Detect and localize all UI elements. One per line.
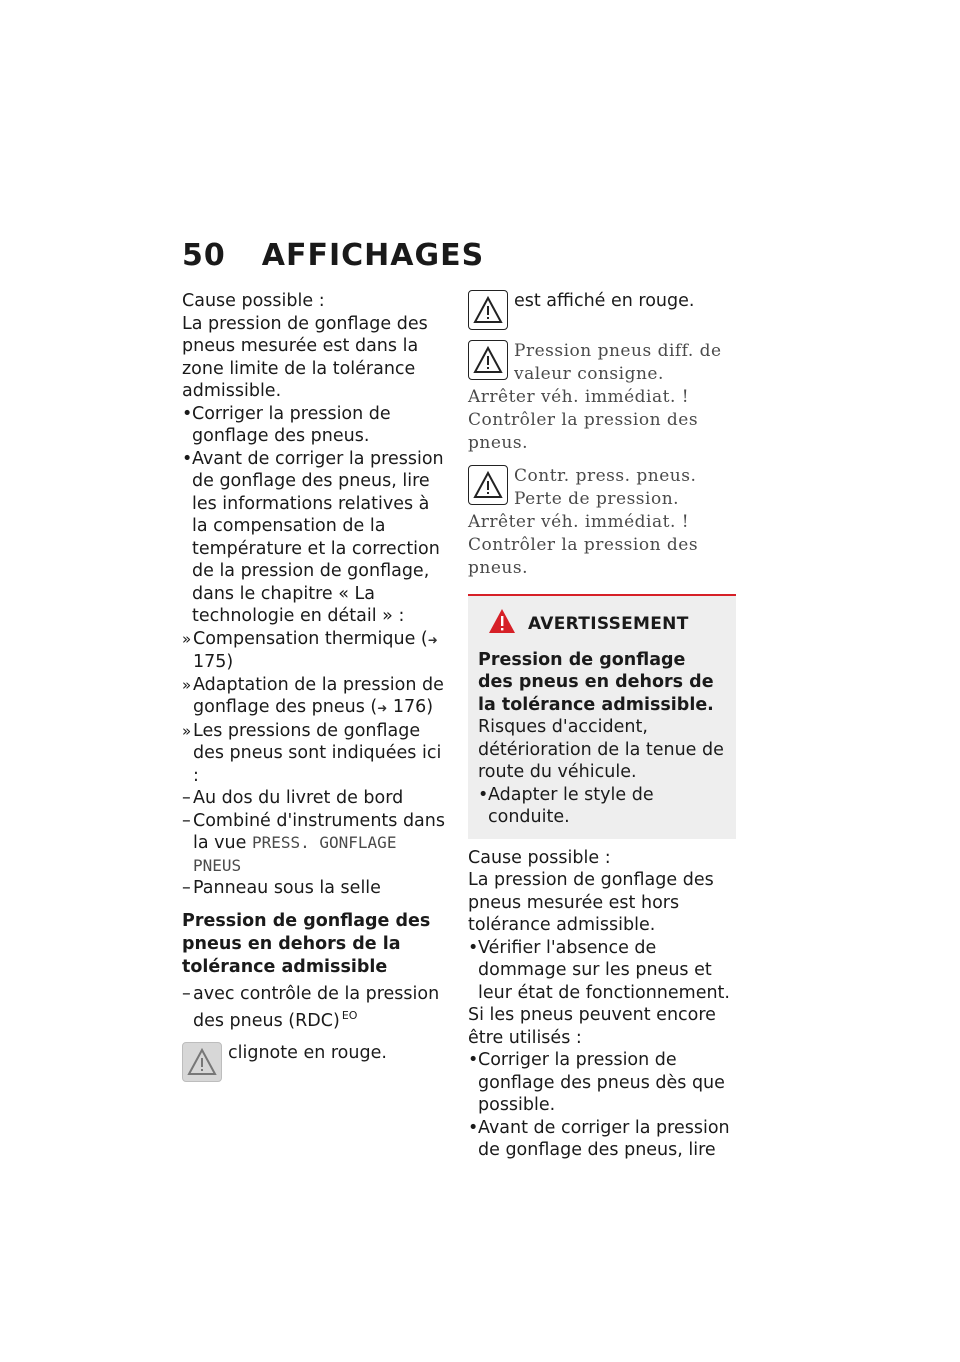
arrow-right-icon: ➜ xyxy=(377,701,388,715)
display-code: PRESS. GONFLAGE PNEUS xyxy=(193,833,397,875)
warning-triangle-icon xyxy=(468,290,508,330)
message-block xyxy=(468,465,736,580)
bullet-item: • Corriger la pression de gonflage des pneus dès que possible. xyxy=(468,1049,736,1117)
cause-text: La pression de gonflage des pneus mesurée est dans la zone limite de la tolérance admissible. xyxy=(182,313,428,401)
cause-label: Cause possible : xyxy=(182,291,325,311)
warning-text: Risques d'accident, détérioration de la tenue de route du véhicule. xyxy=(478,717,724,782)
chapter-title: AFFICHAGES xyxy=(261,238,485,273)
warning-title: AVERTISSEMENT xyxy=(528,614,689,634)
message-block xyxy=(468,340,736,455)
blink-text: clignote en rouge. xyxy=(228,1043,387,1064)
warning-bullet: • Adapter le style de conduite. xyxy=(478,784,726,829)
dash-item xyxy=(182,983,450,1033)
bullet-item: • Corriger la pression de gonflage des pneus. xyxy=(182,403,450,448)
warning-triangle-icon xyxy=(468,340,508,380)
warning-box xyxy=(468,594,736,839)
rdc-text: avec contrôle de la pression des pneus (RDC) xyxy=(193,983,440,1031)
reference-page: 176 xyxy=(392,697,427,717)
page-number: 50 xyxy=(182,238,226,273)
dash-item-text: Combiné d'instruments dans la vue xyxy=(193,810,445,853)
usable-text: Si les pneus peuvent encore être utilisés : xyxy=(468,1005,716,1048)
dash-item: – Au dos du livret de bord xyxy=(182,787,450,810)
rdc-sup: EO xyxy=(341,1009,358,1022)
reference-link[interactable]: » Compensation thermique (➜ 175) xyxy=(182,628,450,674)
reference-link[interactable]: » Adaptation de la pression de gonflage des pneus (➜ 176) xyxy=(182,674,450,720)
reference-page: 175 xyxy=(193,652,227,672)
cause-text: La pression de gonflage des pneus mesurée est hors tolérance admissible. xyxy=(468,870,714,935)
bullet-item: • Vérifier l'absence de dommage sur les pneus et leur état de fonctionnement. xyxy=(468,937,736,1005)
red-text: est affiché en rouge. xyxy=(514,291,695,311)
reference-text: Compensation thermique xyxy=(193,628,416,649)
warning-triangle-icon xyxy=(182,1042,222,1082)
warning-header xyxy=(488,608,726,641)
dash-item xyxy=(182,810,450,878)
display-message: Pression pneus diff. de valeur consigne. Arrêter véh. immédiat. ! Contrôler la pression des pneus. xyxy=(468,341,722,453)
display-message: Contr. press. pneus. Perte de pression. Arrêter véh. immédiat. ! Contrôler la pression des pneus. xyxy=(468,466,699,578)
bullet-item: • Avant de corriger la pression de gonflage des pneus, lire les informations relatives à la compensation de la température et la correction de la pression de gonflage, dans le chapitre « La technologie en détail » : xyxy=(182,448,450,628)
dash-item: – Panneau sous la selle xyxy=(182,877,450,900)
section-heading: Pression de gonflage des pneus en dehors de la tolérance admissible xyxy=(182,910,431,977)
reference-tail: » Les pressions de gonflage des pneus sont indiquées ici : xyxy=(182,720,450,788)
arrow-right-icon: ➜ xyxy=(427,632,438,647)
reference-text: Adaptation de la pression de gonflage des pneus xyxy=(193,674,444,717)
cause-label: Cause possible : xyxy=(468,847,611,868)
right-column xyxy=(468,290,736,1162)
warning-triangle-icon xyxy=(488,608,516,641)
left-column xyxy=(182,290,450,1082)
bullet-item: • Avant de corriger la pression de gonflage des pneus, lire xyxy=(468,1117,736,1162)
red-row xyxy=(468,290,736,330)
warning-bold-text: Pression de gonflage des pneus en dehors de la tolérance admissible. xyxy=(478,649,714,715)
warning-triangle-icon xyxy=(468,465,508,505)
blink-row xyxy=(182,1042,450,1082)
page-header xyxy=(182,238,484,273)
